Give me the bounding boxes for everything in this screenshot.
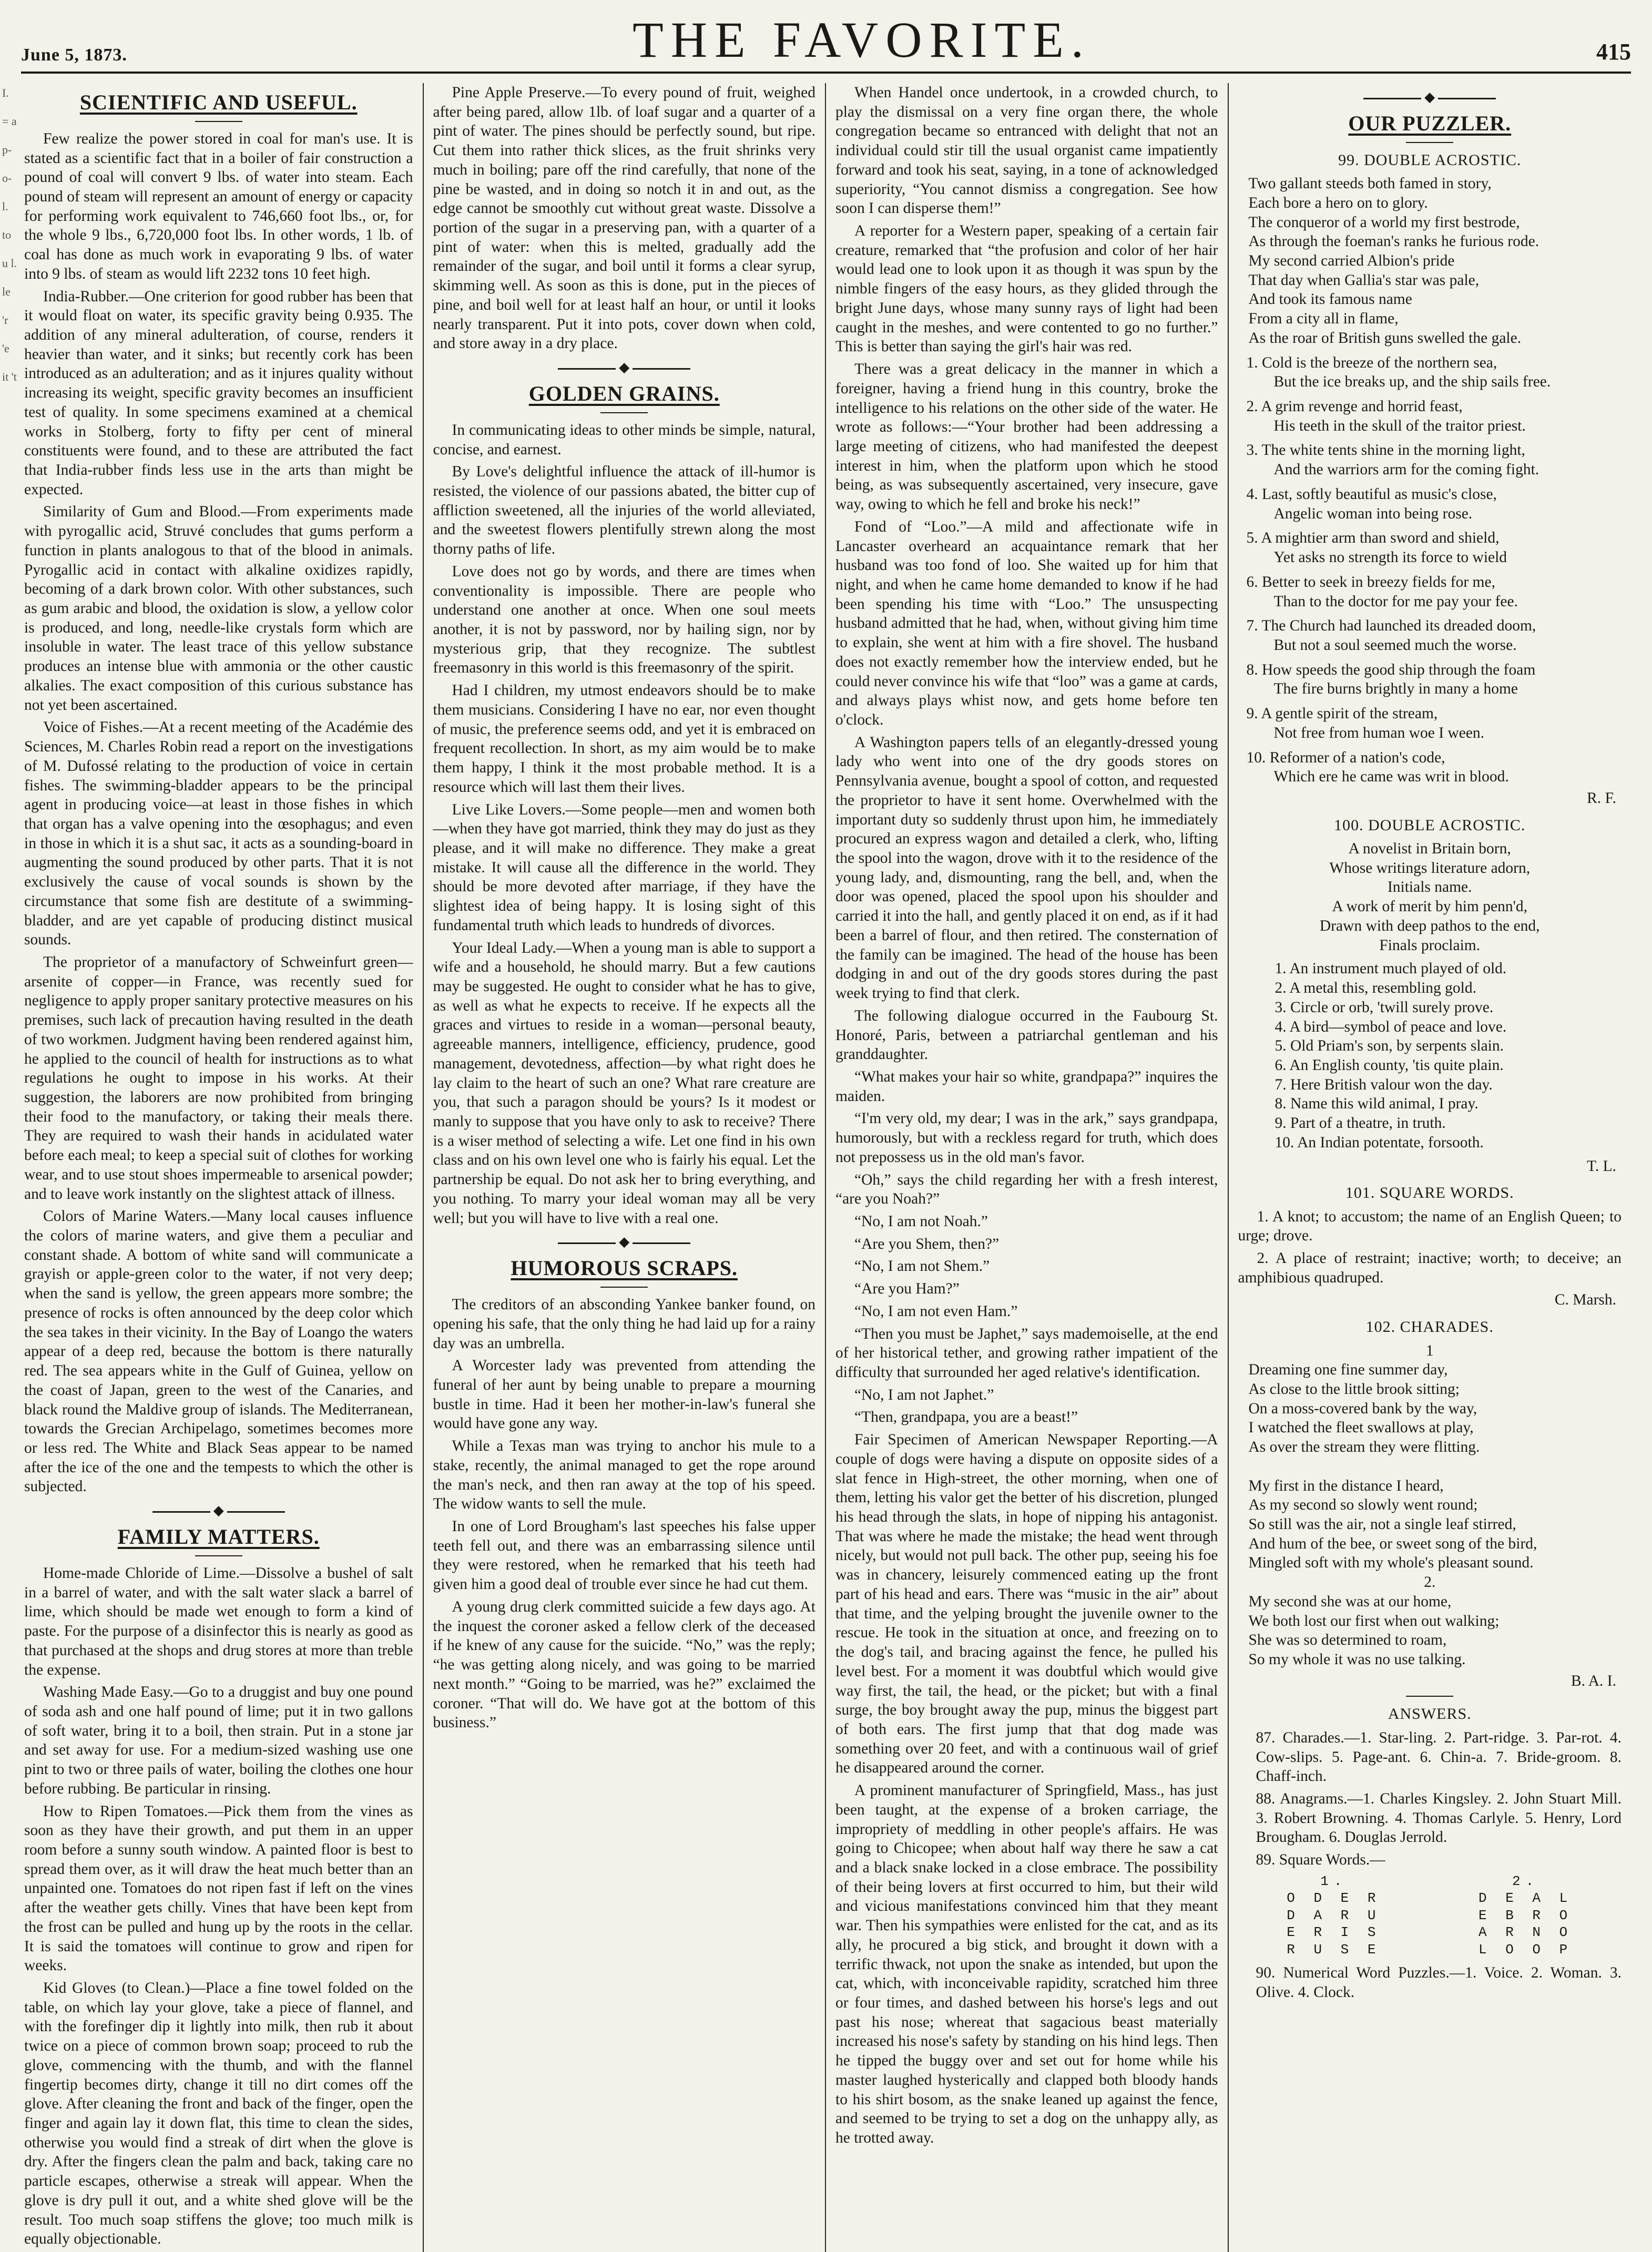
divider bbox=[1406, 142, 1453, 143]
answer-line: 88. Anagrams.—1. Charles Kingsley. 2. John Stuart Mill. 3. Robert Browning. 4. Thomas Carlyle. 5. Henry, Lord Brougham. 6. Douglas Jerrold. bbox=[1256, 1790, 1622, 1846]
verse-line: My first in the distance I heard, bbox=[1248, 1477, 1444, 1494]
verse-line: A work of merit by him penn'd, bbox=[1332, 898, 1528, 915]
clue-paragraph: 2. A place of restraint; inactive; worth; to deceive; an amphibious quadruped. bbox=[1238, 1250, 1622, 1286]
article-paragraph: A prominent manufacturer of Springfield, Mass., has just been taught, at the expense of a broken carriage, the impropriety of meddling in other people's affairs. He was going to Chicopee; when about half way there he saw a cat and a black snake locked in a close embrace. The possibility of their being lovers at first occurred to him, but their wild and vicious manifestations convinced him that they meant war. Then his sympathies were enlisted for the cat, and as its ally, he procured a big stick, and brought it down with a terrific thwack, not upon the snake as intended, but upon the cat, which, with inconceivable rapidity, scratched him three or four times, and dashed between his horse's legs and out past his nose; whereat that sagacious beast materially increased his nose's safety by standing on his hind legs. Then he tipped the buggy over and set out for home while his master laughed hysterically and clapped both bloody hands to his shirt bosom, as the snake leaned up against the fence, and seemed to be trying to set a dog on the unhappy ally, as he trotted away. bbox=[835, 1782, 1218, 2147]
masthead bbox=[21, 12, 1631, 74]
article-paragraph: Pine Apple Preserve.—To every pound of fruit, weighed after being pared, allow 1lb. of loaf sugar and a quarter of a pint of water. The pines should be perfectly sound, but ripe. Cut them into rather thick slices, as the fruit shrinks very much in boiling; pare off the rind carefully, that none of the pine be wasted, and in doing so notch it in and out, as the edge cannot be smoothly cut without great waste. Dissolve a portion of the sugar in a preserving pan, with a quarter of a pint of water: when this is melted, gradually add the remainder of the sugar, and boil until it forms a clear syrup, skimming well. As soon as this is done, put in the pieces of pine, and boil well for at least half an hour, or until it looks nearly transparent. Put it into pots, cover down when cold, and store away in a dry place. bbox=[433, 84, 815, 352]
column-3 bbox=[826, 83, 1229, 2252]
dialogue-line: “I'm very old, my dear; I was in the ark,” says grandpapa, humorously, but with a reckless regard for truth, which does not prepossess us in the old man's favor. bbox=[835, 1110, 1218, 1166]
clue-paragraph: 1. A knot; to accustom; the name of an English Queen; to urge; drove. bbox=[1238, 1208, 1622, 1245]
answers-title: ANSWERS. bbox=[1388, 1705, 1472, 1723]
section-heading-puzzler: OUR PUZZLER. bbox=[1348, 111, 1512, 135]
verse-line: As my second so slowly went round; bbox=[1248, 1496, 1478, 1514]
article-paragraph: How to Ripen Tomatoes.—Pick them from the vines as soon as they have their growth, and put them in an upper room before a sunny south window. A painted floor is best to spread them over, as it will draw the heat much better than an unpainted one. Tomatoes do not ripen fast if left on the vines after the weather gets chilly. Vines that have been kept from the frost can be pulled and hung up by the roots in the cellar. It is said the tomatoes will continue to grow and ripen for weeks. bbox=[24, 1802, 413, 1974]
section-heading-scientific: SCIENTIFIC AND USEFUL. bbox=[79, 90, 358, 114]
clue-item bbox=[1238, 485, 1622, 523]
clue-line: 10. Reformer of a nation's code, bbox=[1246, 749, 1445, 766]
article-paragraph: A Worcester lady was prevented from attending the funeral of her aunt by being unable to prepare a mourning bustle in time. Had it been her mother-in-law's funeral she would have gone any way. bbox=[433, 1357, 815, 1432]
clue-line: Than to the doctor for me pay your fee. bbox=[1273, 593, 1518, 610]
divider bbox=[1406, 1696, 1453, 1697]
column-1 bbox=[21, 83, 424, 2252]
article-paragraph: Similarity of Gum and Blood.—From experiments made with pyrogallic acid, Struvé concludes that gums perform a function in plants analogous to that of the blood in animals. Pyrogallic acid in contact with alkaline oxidizes rapidly, becoming of a dark brown color. With other substances, such as gum arabic and blood, the oxidation is slow, a yellow color is produced, and long, needle-like crystals form which are insoluble in water. The least trace of this yellow substance produces an intense blue with ammonia or the other caustic alkalies. The exact composition of this curious substance has not yet been ascertained. bbox=[24, 503, 413, 714]
puzzle-title: 100. DOUBLE ACROSTIC. bbox=[1334, 816, 1526, 834]
list-item: 9. Part of a theatre, in truth. bbox=[1274, 1115, 1446, 1132]
puzzle-title: 102. CHARADES. bbox=[1365, 1318, 1494, 1336]
article-paragraph: A reporter for a Western paper, speaking of a certain fair creature, remarked that “the profusion and color of her hair would lead one to look upon it as though it was spun by the nimble fingers of the easy hours, as they glided through the bright June days, whose many sunny rays of light had been caught in the meshes, and were contented to go no further.” This is better than saying the girl's hair was red. bbox=[835, 222, 1218, 355]
divider bbox=[600, 1287, 648, 1288]
dialogue-line: “Oh,” says the child regarding her with a fresh interest, “are you Noah?” bbox=[835, 1171, 1218, 1208]
clue-line: 7. The Church had launched its dreaded doom, bbox=[1246, 617, 1536, 635]
article-paragraph: Home-made Chloride of Lime.—Dissolve a bushel of salt in a barrel of water, and with the salt water slack a barrel of lime, which should be made wet enough to form a kind of paste. For the purpose of a disinfector this is nearly as good as that purchased at the shops and drug stores at more than treble the expense. bbox=[24, 1564, 413, 1678]
newspaper-title: THE FAVORITE. bbox=[633, 12, 1091, 68]
article-paragraph: The creditors of an absconding Yankee banker found, on opening his safe, that the only thing he had laid up for a rainy day was an umbrella. bbox=[433, 1296, 815, 1352]
square-row: A R N O bbox=[1478, 1924, 1573, 1941]
clue-line: But the ice breaks up, and the ship sails free. bbox=[1273, 373, 1551, 391]
signature: R. F. bbox=[1587, 789, 1616, 807]
dialogue-line: “No, I am not Japhet.” bbox=[854, 1386, 994, 1403]
article-paragraph: Few realize the power stored in coal for man's use. It is stated as a scientific fact that in a boiler of fair construction a pound of coal will convert 9 lbs. of water into steam. Each pound of steam will represent an amount of energy or capacity for performing work equivalent to 746,660 foot lbs., or, for the whole 9 lbs., 6,720,000 foot lbs. In other words, 1 lb. of coal has done as much work in evaporating 9 lbs. of water into 9 lbs. of steam as would lift 2232 tons 10 feet high. bbox=[24, 130, 413, 282]
article-paragraph: By Love's delightful influence the attack of ill-humor is resisted, the violence of our passions abated, the bitter cup of affliction sweetened, all the injuries of the world alleviated, and the sweetest flowers plentifully strewn along the most thorny paths of life. bbox=[433, 463, 815, 558]
verse-spacer bbox=[1238, 1457, 1622, 1476]
list-item: 2. A metal this, resembling gold. bbox=[1274, 980, 1476, 997]
article-paragraph: A young drug clerk committed suicide a few days ago. At the inquest the coroner asked a fellow clerk of the deceased if he knew of any cause for the suicide. “No,” was the reply; “he was getting along nicely, and was going to be married next month.” “Going to be married, was he?” exclaimed the coroner. “That will do. We have got at the bottom of this business.” bbox=[433, 1598, 815, 1731]
article-paragraph: Love does not go by words, and there are times when conventionality is impossible. There are people who understand one another at once. When one soul meets another, it is not by password, nor by hailing sign, nor by mysterious grip, that they recognize. The subtlest freemasonry in this world is this freemasonry of the spirit. bbox=[433, 563, 815, 677]
clue-item bbox=[1238, 660, 1622, 699]
verse-line: And took its famous name bbox=[1248, 291, 1412, 308]
verse-line: And hum of the bee, or sweet song of the bird, bbox=[1248, 1535, 1537, 1552]
square-row: D A R U bbox=[1287, 1907, 1381, 1923]
square-heading: 2. bbox=[1512, 1873, 1539, 1889]
list-item: 3. Circle or orb, 'twill surely prove. bbox=[1274, 998, 1494, 1016]
clue-list bbox=[1238, 959, 1622, 1152]
clue-line: The fire burns brightly in many a home bbox=[1273, 680, 1518, 698]
clue-item bbox=[1238, 397, 1622, 435]
clue-item bbox=[1238, 704, 1622, 742]
square-row: L O O P bbox=[1478, 1941, 1573, 1958]
clue-line: 1. Cold is the breeze of the northern sea, bbox=[1246, 354, 1497, 371]
answer-line: 87. Charades.—1. Star-ling. 2. Part-ridge. 3. Par-rot. 4. Cow-slips. 5. Page-ant. 6. Chin-a. 7. Bride-groom. 8. Chaff-inch. bbox=[1256, 1729, 1622, 1785]
article-paragraph: Colors of Marine Waters.—Many local causes influence the colors of marine waters, and give them a peculiar and constant shade. A bottom of white sand will communicate a grayish or apple-green color to the water, if not very deep; when the sand is yellow, the green appears more sombre; the presence of rocks is often announced by the deep color which the sea takes in their vicinity. In the Bay of Loango the waters appear of a deep red, because the bottom is there naturally red. The sea appears white in the Gulf of Guinea, yellow on the coast of Japan, green to the west of the Canaries, and black round the Maldive group of islands. The Mediterranean, towards the Grecian Archipelago, sometimes becomes more or less red. The White and Black Seas appear to be named after the ice of the one and the tempests to which the other is subjected. bbox=[24, 1208, 413, 1495]
dialogue-line: “What makes your hair so white, grandpapa?” inquires the maiden. bbox=[835, 1068, 1218, 1105]
divider bbox=[195, 1555, 242, 1556]
dialogue-line: “Are you Shem, then?” bbox=[854, 1235, 1000, 1252]
answer-line: 89. Square Words.— bbox=[1256, 1851, 1385, 1869]
verse-line: Drawn with deep pathos to the end, bbox=[1319, 917, 1540, 934]
article-paragraph: In one of Lord Brougham's last speeches his false upper teeth fell out, and there was an embarrassing silence until they were restored, when he remarked that his teeth had given him a good deal of trouble ever since he had cut them. bbox=[433, 1518, 815, 1593]
ornament-divider: ◆ bbox=[433, 361, 816, 374]
list-item: 1. An instrument much played of old. bbox=[1274, 960, 1507, 977]
verse-line: Finals proclaim. bbox=[1379, 936, 1481, 954]
clue-item bbox=[1238, 616, 1622, 655]
clue-line: 8. How speeds the good ship through the foam bbox=[1246, 661, 1536, 678]
dialogue-line: “Then, grandpapa, you are a beast!” bbox=[854, 1409, 1078, 1426]
list-item: 6. An English county, 'tis quite plain. bbox=[1274, 1056, 1504, 1074]
section-heading-family: FAMILY MATTERS. bbox=[117, 1525, 320, 1549]
article-paragraph: Your Ideal Lady.—When a young man is able to support a wife and a household, he should marry. But a few cautions may be suggested. He ought to consider what he has to give, as well as what he expects to receive. If he expects all the graces and virtues to reside in a woman—personal beauty, agreeable manners, intelligence, efficiency, prudence, good management, devotedness, affection—by what right does he lay claim to the heart of such an one? What rare creature are you, that such a paragon should be yours? Is it modest or manly to suppose that you have only to ask to receive? There is a wiser method of selecting a wife. Let one find in his own class and on his own level one who is fairly his equal. Let the partnership be equal. Do not ask her to bring everything, and you nothing. To marry your ideal woman may all be very well; but you will have to live with a real one. bbox=[433, 939, 815, 1227]
clue-line: 4. Last, softly beautiful as music's close, bbox=[1246, 485, 1497, 503]
dialogue-line: “No, I am not even Ham.” bbox=[854, 1302, 1018, 1320]
article-paragraph: Washing Made Easy.—Go to a druggist and buy one pound of soda ash and one half pound of lime; put it in two gallons of soft water, bring it to a boil, then strain. Put in a stone jar and set away for use. For a medium-sized washing use one pint to two or three pails of water, boiling the clothes one hour before rubbing. Be particular in rinsing. bbox=[24, 1684, 413, 1797]
article-paragraph: The proprietor of a manufactory of Schweinfurt green—arsenite of copper—in France, was recently sued for negligence to apply proper sanitary protective measures on his premises, such lack of precaution having resulted in the death of two workmen. Judgment having been rendered against him, he applied to the council of health for instructions as to what regulations he ought to impose in his works. At their suggestion, the laborers are now prohibited from bringing their food to the manufactory, or taking their meals there. They are required to wash their hands in acidulated water before each meal; to keep a special suit of clothes for working wear, and to use stout shoes impermeable to arsenical powder; and to leave work instantly on the slightest attack of illness. bbox=[24, 953, 413, 1203]
article-paragraph: In communicating ideas to other minds be simple, natural, concise, and earnest. bbox=[433, 421, 815, 458]
article-paragraph: Kid Gloves (to Clean.)—Place a fine towel folded on the table, on which lay your glove, take a piece of flannel, and with the forefinger dip it lightly into milk, then rub it about twice on a piece of common brown soap; proceed to rub the glove, commencing with the thumb, and with the flannel fingertip becomes dirty, change it till no dirt comes off the glove. After cleaning the front and back of the finger, open the finger and again lay it down flat, this time to clean the sides, otherwise you would find a streak of dirt when the glove is dry. After the fingers clean the palm and back, taking care no particle escapes, otherwise a streak will appear. When the glove is dry pull it out, and a white shed glove will be the result. Too much soap stiffens the glove; too much milk is equally objectionable. bbox=[24, 1980, 413, 2248]
dialogue-line: “No, I am not Noah.” bbox=[854, 1212, 988, 1230]
section-heading-humorous: HUMOROUS SCRAPS. bbox=[511, 1256, 738, 1280]
column-2 bbox=[424, 83, 827, 2252]
clue-item bbox=[1238, 353, 1622, 392]
article-paragraph: Fond of “Loo.”—A mild and affectionate wife in Lancaster overheard an acquaintance remark that her husband was too fond of loo. She waited up for him that night, and when he came home demanded to know if he had been spending his time with “Loo.” The unsuspecting husband admitted that he had, when, without giving him time to explain, she went at him with a fire shovel. The husband does not exactly remember how the interview ended, but he could never convince his wife that “loo” was a game at cards, and always plays whist now, and gets home before ten o'clock. bbox=[835, 518, 1218, 728]
article-paragraph: India-Rubber.—One criterion for good rubber has been that it would float on water, its specific gravity being 0.935. The addition of any mineral adulteration, of course, renders it heavier than water, and it sinks; but recently cork has been introduced as an adulteration; and as it injures quality without increasing its weight, specific gravity becomes an insufficient test of quality. In some specimens examined at a chemical works in Stolberg, forty to fifty per cent of mineral constituents were found, and to these are attributed the fact that India-rubber finds less use in the arts than might be expected. bbox=[24, 288, 413, 498]
signature: C. Marsh. bbox=[1554, 1291, 1616, 1309]
list-item: 7. Here British valour won the day. bbox=[1274, 1076, 1493, 1093]
article-paragraph: Had I children, my utmost endeavors should be to make them musicians. Considering I have no ear, nor even thought of music, the preference seems odd, and yet it is embraced on frequent recollection. In short, as my aim would be to make them happy, I think it the most probable method. It is a resource which will last them their lives. bbox=[433, 682, 815, 796]
square-heading: 1. bbox=[1320, 1873, 1348, 1889]
clue-line: 3. The white tents shine in the morning light, bbox=[1246, 442, 1525, 459]
answer-line: 90. Numerical Word Puzzles.—1. Voice. 2. Woman. 3. Olive. 4. Clock. bbox=[1256, 1964, 1622, 2001]
clue-line: 9. A gentle spirit of the stream, bbox=[1246, 705, 1438, 722]
verse-line: The conqueror of a world my first bestrode, bbox=[1248, 213, 1520, 231]
verse-line: I watched the fleet swallows at play, bbox=[1248, 1419, 1474, 1436]
divider bbox=[600, 412, 648, 413]
verse-line: She was so determined to roam, bbox=[1248, 1632, 1447, 1649]
verse-line: That day when Gallia's star was pale, bbox=[1248, 271, 1480, 289]
clue-line: Not free from human woe I ween. bbox=[1273, 724, 1485, 741]
clue-line: 2. A grim revenge and horrid feast, bbox=[1246, 398, 1463, 415]
verse-line: As through the foeman's ranks he furious rode. bbox=[1248, 233, 1539, 250]
clue-item bbox=[1238, 573, 1622, 611]
article-paragraph: When Handel once undertook, in a crowded church, to play the dismissal on a very fine organ there, the whole congregation became so entranced with delight that not an individual could stir till the usual organist came impatiently forward and took his seat, saying, in a tone of acknowledged superiority, “You cannot dismiss a congregation. See how soon I can disperse them!” bbox=[835, 84, 1218, 217]
clue-item bbox=[1238, 748, 1622, 787]
list-item: 10. An Indian potentate, forsooth. bbox=[1274, 1134, 1484, 1151]
verse-line: On a moss-covered bank by the way, bbox=[1248, 1400, 1477, 1417]
page-number: 415 bbox=[1596, 39, 1631, 65]
verse-line: So my whole it was no use talking. bbox=[1248, 1651, 1466, 1668]
dialogue-line: “No, I am not Shem.” bbox=[854, 1258, 990, 1275]
verse-line: We both lost our first when out walking; bbox=[1248, 1612, 1500, 1629]
margin-marks: I. = a p- o- l. to u l. le 'r 'e it 't bbox=[2, 86, 17, 383]
verse-line: As over the stream they were flitting. bbox=[1248, 1439, 1480, 1456]
verse-line: My second carried Albion's pride bbox=[1248, 252, 1455, 270]
square-row: O D E R bbox=[1287, 1890, 1381, 1907]
article-paragraph: Live Like Lovers.—Some people—men and women both—when they have got married, think they may do just as they please, and it will make no difference. They make a great mistake. It will cause all the difference in the world. They should be more devoted after marriage, if they have the slightest idea of being happy. It is losing sight of this fundamental truth which leads to hundreds of divorces. bbox=[433, 801, 816, 934]
page-columns bbox=[21, 83, 1631, 2248]
puzzle-title: 99. DOUBLE ACROSTIC. bbox=[1338, 151, 1522, 169]
article-paragraph: While a Texas man was trying to anchor his mule to a stake, recently, the animal managed to get the rope around the man's neck, and then ran away at the top of his speed. The widow wants to sell the mule. bbox=[433, 1438, 815, 1513]
list-item: 4. A bird—symbol of peace and love. bbox=[1274, 1018, 1507, 1035]
answers-block bbox=[1238, 1728, 1622, 2002]
dialogue-line: “Are you Ham?” bbox=[854, 1280, 960, 1298]
section-heading-golden: GOLDEN GRAINS. bbox=[528, 382, 720, 406]
article-paragraph: There was a great delicacy in the manner in which a foreigner, having a friend hung in this country, broke the intelligence to his relations on the other side of the water. He wrote as follows:—“Your brother had been addressing a large meeting of citizens, who had manifested the deepest interest in him, when the platform upon which he stood being, as was subsequently ascertained, very insecure, gave way, owing to which he fell and broke his neck!” bbox=[835, 361, 1218, 513]
verse-line: From a city all in flame, bbox=[1248, 310, 1399, 328]
clue-line: Angelic woman into being rose. bbox=[1273, 505, 1473, 522]
verse-line: So still was the air, not a single leaf stirred, bbox=[1248, 1516, 1516, 1533]
square-row: R U S E bbox=[1287, 1941, 1381, 1958]
square-row: D E A L bbox=[1478, 1890, 1573, 1907]
clue-line: 5. A mightier arm than sword and shield, bbox=[1246, 529, 1500, 547]
clue-line: His teeth in the skull of the traitor priest. bbox=[1273, 417, 1526, 434]
verse-line: As the roar of British guns swelled the gale. bbox=[1248, 329, 1522, 347]
square-row: E B R O bbox=[1478, 1907, 1573, 1923]
verse-line: Initials name. bbox=[1387, 879, 1472, 896]
verse-line: Mingled soft with my whole's pleasant sound. bbox=[1248, 1554, 1534, 1572]
puzzle-title: 101. SQUARE WORDS. bbox=[1345, 1184, 1514, 1202]
signature: T. L. bbox=[1587, 1157, 1616, 1175]
clue-item bbox=[1238, 528, 1622, 567]
article-paragraph: Fair Specimen of American Newspaper Reporting.—A couple of dogs were having a dispute on opposite sides of a slat fence in High-street, the other morning, when one of them, letting his valor get the better of his discretion, plunged his head through the slats, in hope of nipping his antagonist. That was where he made the mistake; the head went through nicely, but would not pull back. The other pup, seeing his foe was in chancery, leisurely commenced eating up the front part of his head and ears. There was “music in the air” about that time, and the yelping brought the juvenile owner to the rescue. He took in the situation at once, and freezing on to the dog's tail, and bracing against the fence, he pulled his level best. For a moment it was doubtful which would give way first, the tail, the head, or the picket; but with a final surge, the boy brought away the pup, minus the biggest part of both ears. The first jump that that dog made was something over 20 feet, and with a continuous wail of grief he disappeared around the corner. bbox=[835, 1431, 1218, 1777]
ornament-divider: ◆ bbox=[24, 1504, 413, 1517]
signature: B. A. I. bbox=[1571, 1672, 1616, 1689]
charade-number: 2. bbox=[1424, 1574, 1436, 1591]
ornament-divider: ◆ bbox=[433, 1235, 816, 1249]
charade-number: 1 bbox=[1425, 1342, 1434, 1359]
clue-line: Which ere he came was writ in blood. bbox=[1273, 768, 1509, 786]
list-item: 8. Name this wild animal, I pray. bbox=[1274, 1095, 1478, 1113]
ornament-divider: ◆ bbox=[1238, 90, 1622, 104]
verse-line: As close to the little brook sitting; bbox=[1248, 1380, 1460, 1398]
column-4 bbox=[1229, 83, 1631, 2252]
list-item: 5. Old Priam's son, by serpents slain. bbox=[1274, 1037, 1504, 1055]
verse-line: Two gallant steeds both famed in story, bbox=[1248, 175, 1492, 192]
article-paragraph: A Washington papers tells of an elegantly-dressed young lady who went into one of the dry goods stores on Pennsylvania avenue, bought a spool of cotton, and requested the proprietor to have it sent home. Overwhelmed with the important duty so suddenly thrust upon him, he immediately procured an express wagon and detailed a clerk, who, lifting the spool into the wagon, drove with it to the residence of the young lady, and, dismounting, rang the bell, and, when the door was opened, placed the spool upon his shoulder and carried it into the hall, and gently placed it on end, as if it had been a barrel of flour, and then retired. The consternation of the family can be imagined. The head of the house has been dodging in and out of the dry goods stores during the past week trying to find that clerk. bbox=[835, 733, 1218, 1002]
verse-line: A novelist in Britain born, bbox=[1348, 840, 1511, 858]
verse-line: Whose writings literature adorn, bbox=[1329, 859, 1531, 877]
verse-line: Each bore a hero on to glory. bbox=[1248, 194, 1428, 211]
divider bbox=[195, 121, 242, 122]
clue-line: Yet asks no strength its force to wield bbox=[1273, 549, 1507, 566]
clue-line: But not a soul seemed much the worse. bbox=[1273, 636, 1517, 654]
clue-line: 6. Better to seek in breezy fields for me, bbox=[1246, 573, 1495, 590]
dialogue-line: “Then you must be Japhet,” says mademoiselle, at the end of her historical tether, and growing rather impatient of the difficulty that surrounded her aged relative's identification. bbox=[835, 1325, 1218, 1381]
verse-line: Dreaming one fine summer day, bbox=[1248, 1361, 1448, 1379]
clue-line: And the warriors arm for the coming fight. bbox=[1273, 461, 1539, 478]
article-paragraph: The following dialogue occurred in the Faubourg St. Honoré, Paris, between a patriarchal gentleman and his granddaughter. bbox=[835, 1007, 1218, 1063]
square-row: E R I S bbox=[1287, 1924, 1381, 1941]
issue-date: June 5, 1873. bbox=[21, 45, 127, 65]
article-paragraph: Voice of Fishes.—At a recent meeting of the Académie des Sciences, M. Charles Robin read a report on the investigations of M. Dufossé relating to the production of voice in certain fishes. The swimming-bladder appears to be the principal agent in producing voice—at least in those fishes in which that organ has a valve opening into the œsophagus; and even in those in which it is a shut sac, it acts as a sounding-board in augmenting the sound produced by other parts. That it is not exclusively the cause of vocal sounds is shown by the circumstance that some fish are destitute of a swimming-bladder, and are yet capable of producing distinct musical sounds. bbox=[24, 719, 413, 949]
square-words-grid bbox=[1238, 1873, 1622, 1959]
clue-item bbox=[1238, 441, 1622, 479]
verse-line: My second she was at our home, bbox=[1248, 1593, 1452, 1610]
